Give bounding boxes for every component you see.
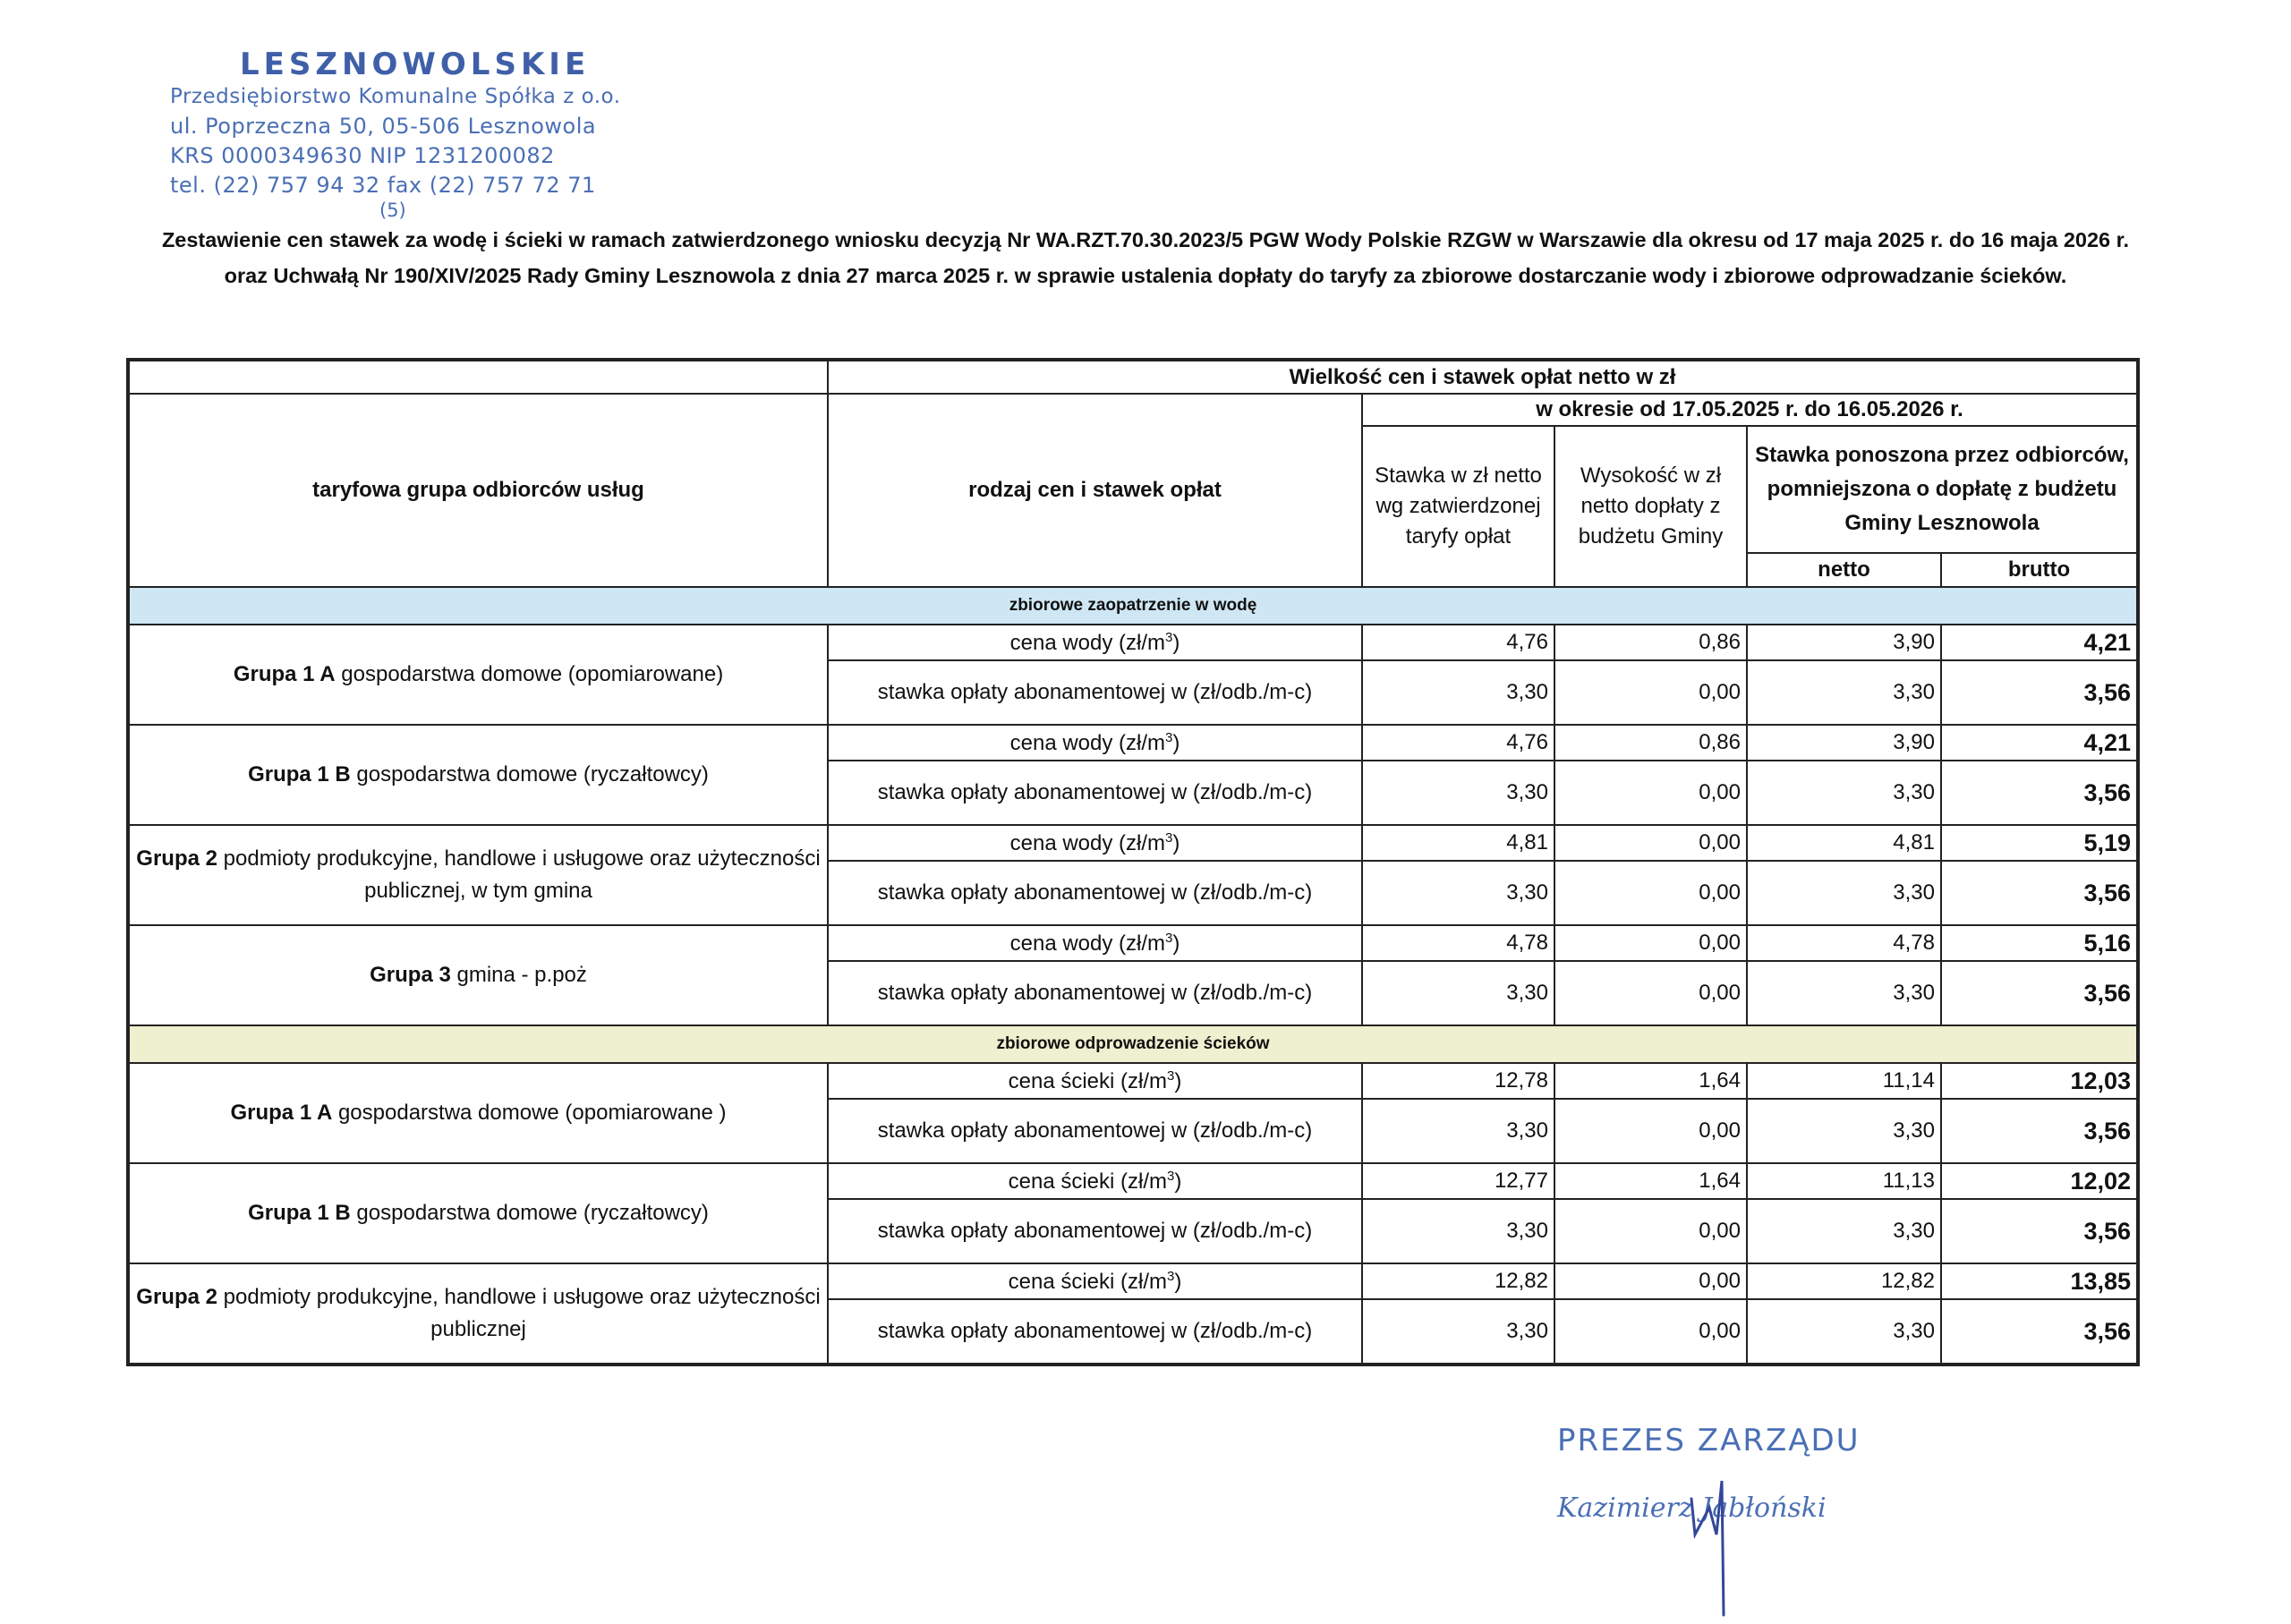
netto-cell: 3,30 [1747, 1099, 1941, 1163]
fee-kind-label: stawka opłaty abonamentowej w (zł/odb./m-c) [877, 1219, 1313, 1243]
company-address: ul. Poprzeczna 50, 05-506 Lesznowola [170, 114, 597, 139]
rate-cell: 3,30 [1362, 761, 1554, 825]
table-row [128, 825, 2138, 861]
heading-line-1: Zestawienie cen stawek za wodę i ścieki w ramach zatwierdzonego wniosku decyzją Nr WA.RZT.70.30.2023/5 PGW Wody Polskie RZGW w Warszawie dla okresu od 17 maja 2025 r. do 16 maja 2026 r. [161, 228, 2130, 251]
fee-kind-label: stawka opłaty abonamentowej w (zł/odb./m-c) [877, 780, 1313, 804]
table-row [128, 1263, 2138, 1299]
fee-kind-label: cena ścieki (zł/m [1008, 1169, 1168, 1194]
heading-line-2: oraz Uchwałą Nr 190/XIV/2025 Rady Gminy Lesznowola z dnia 27 marca 2025 r. w sprawie ustalenia dopłaty do taryfy za zbiorowe dostarczanie wody i zbiorowe odprowadzanie ścieków. [224, 264, 2067, 287]
netto-cell: 11,13 [1747, 1163, 1941, 1199]
company-letterhead [170, 47, 621, 220]
fee-kind-label: stawka opłaty abonamentowej w (zł/odb./m-c) [877, 880, 1313, 905]
rate-cell: 3,30 [1362, 1299, 1554, 1365]
fee-kind-cell [828, 1263, 1362, 1299]
rate-cell: 3,30 [1362, 1199, 1554, 1263]
brutto-cell: 12,02 [1941, 1163, 2138, 1199]
stamp-mark: (5) [379, 200, 406, 221]
header-rate: Stawka w zł netto wg zatwierdzonej taryfy opłat [1362, 426, 1554, 587]
handwritten-signature-mark [1682, 1445, 1745, 1624]
netto-cell: 3,30 [1747, 861, 1941, 925]
unit-exponent: 3 [1165, 629, 1173, 645]
fee-kind-label: cena wody (zł/m [1009, 931, 1166, 956]
netto-cell: 4,81 [1747, 825, 1941, 861]
signature-role: PREZES ZARZĄDU [1557, 1423, 1861, 1458]
fee-kind-end: ) [1172, 830, 1180, 855]
fee-kind-label: stawka opłaty abonamentowej w (zł/odb./m-c) [877, 981, 1313, 1005]
brutto-cell: 3,56 [1941, 961, 2138, 1025]
brutto-cell: 3,56 [1941, 660, 2138, 725]
group-name: Grupa 3 [370, 963, 451, 987]
brutto-cell: 3,56 [1941, 1199, 2138, 1263]
brutto-cell: 3,56 [1941, 861, 2138, 925]
subsidy-cell: 0,00 [1554, 1263, 1747, 1299]
fee-kind-cell [828, 961, 1362, 1025]
subsidy-cell: 0,86 [1554, 725, 1747, 761]
brutto-cell: 3,56 [1941, 1099, 2138, 1163]
company-subtitle: Przedsiębiorstwo Komunalne Spółka z o.o. [170, 85, 621, 108]
netto-cell: 11,14 [1747, 1063, 1941, 1099]
netto-cell: 3,30 [1747, 660, 1941, 725]
rate-cell: 12,82 [1362, 1263, 1554, 1299]
netto-cell: 3,30 [1747, 1299, 1941, 1365]
section-title: zbiorowe zaopatrzenie w wodę [128, 587, 2138, 625]
fee-kind-end: ) [1172, 630, 1180, 655]
header-group: taryfowa grupa odbiorców usług [128, 394, 828, 587]
fee-kind-cell [828, 1099, 1362, 1163]
table-row [128, 725, 2138, 761]
subsidy-cell: 1,64 [1554, 1063, 1747, 1099]
rate-cell: 12,77 [1362, 1163, 1554, 1199]
rate-cell: 4,81 [1362, 825, 1554, 861]
brutto-cell: 13,85 [1941, 1263, 2138, 1299]
group-description: gospodarstwa domowe (ryczałtowcy) [350, 762, 709, 786]
group-description: gospodarstwa domowe (opomiarowane ) [332, 1101, 727, 1125]
netto-cell: 3,90 [1747, 725, 1941, 761]
group-description: podmioty produkcyjne, handlowe i usługowe oraz użyteczności publicznej [217, 1285, 821, 1341]
fee-kind-end: ) [1174, 1068, 1182, 1093]
unit-exponent: 3 [1167, 1067, 1175, 1084]
netto-cell: 3,90 [1747, 625, 1941, 660]
header-customer-rate: Stawka ponoszona przez odbiorców, pomniejszona o dopłatę z budżetu Gminy Lesznowola [1747, 426, 2138, 553]
brutto-cell: 12,03 [1941, 1063, 2138, 1099]
company-registry: KRS 0000349630 NIP 1231200082 [170, 143, 555, 168]
brutto-cell: 5,19 [1941, 825, 2138, 861]
company-phone: tel. (22) 757 94 32 fax (22) 757 72 71 [170, 173, 596, 198]
signature-name: Kazimierz Jabłoński [1557, 1492, 1827, 1524]
subsidy-cell: 0,00 [1554, 660, 1747, 725]
group-description: gospodarstwa domowe (opomiarowane) [335, 662, 724, 686]
unit-exponent: 3 [1165, 829, 1173, 846]
fee-kind-cell [828, 925, 1362, 961]
customer-group-cell [128, 925, 828, 1025]
brutto-cell: 4,21 [1941, 725, 2138, 761]
tariff-table [126, 358, 2140, 1366]
group-description: gmina - p.poż [450, 963, 587, 987]
group-name: Grupa 1 B [248, 762, 351, 786]
brutto-cell: 3,56 [1941, 1299, 2138, 1365]
group-description: gospodarstwa domowe (ryczałtowcy) [350, 1201, 709, 1225]
netto-cell: 3,30 [1747, 1199, 1941, 1263]
rate-cell: 4,76 [1362, 625, 1554, 660]
header-netto: netto [1747, 553, 1941, 587]
group-name: Grupa 1 B [248, 1201, 351, 1225]
subsidy-cell: 0,00 [1554, 1299, 1747, 1365]
netto-cell: 3,30 [1747, 761, 1941, 825]
rate-cell: 3,30 [1362, 961, 1554, 1025]
rate-cell: 3,30 [1362, 660, 1554, 725]
header-subsidy: Wysokość w zł netto dopłaty z budżetu Gminy [1554, 426, 1747, 587]
unit-exponent: 3 [1165, 930, 1173, 946]
table-row [128, 925, 2138, 961]
rate-cell: 4,76 [1362, 725, 1554, 761]
fee-kind-cell [828, 825, 1362, 861]
header-period: w okresie od 17.05.2025 r. do 16.05.2026 r. [1362, 394, 2138, 426]
fee-kind-end: ) [1172, 730, 1180, 755]
header-kind: rodzaj cen i stawek opłat [828, 394, 1362, 587]
fee-kind-cell [828, 761, 1362, 825]
rate-cell: 3,30 [1362, 1099, 1554, 1163]
fee-kind-cell [828, 1199, 1362, 1263]
subsidy-cell: 0,00 [1554, 861, 1747, 925]
section-row [128, 587, 2138, 625]
unit-exponent: 3 [1167, 1168, 1175, 1184]
rate-cell: 4,78 [1362, 925, 1554, 961]
tariff-body [128, 587, 2138, 1365]
section-title: zbiorowe odprowadzenie ścieków [128, 1025, 2138, 1063]
rate-cell: 12,78 [1362, 1063, 1554, 1099]
subsidy-cell: 0,00 [1554, 761, 1747, 825]
unit-exponent: 3 [1165, 729, 1173, 745]
fee-kind-label: cena ścieki (zł/m [1008, 1068, 1168, 1093]
customer-group-cell [128, 725, 828, 825]
group-name: Grupa 1 A [233, 662, 336, 686]
fee-kind-end: ) [1174, 1169, 1182, 1194]
group-name: Grupa 2 [136, 846, 217, 871]
fee-kind-end: ) [1172, 931, 1180, 956]
company-name: LESZNOWOLSKIE [240, 47, 591, 82]
subsidy-cell: 1,64 [1554, 1163, 1747, 1199]
subsidy-cell: 0,86 [1554, 625, 1747, 660]
table-row [128, 1163, 2138, 1199]
table-row [128, 625, 2138, 660]
fee-kind-cell [828, 625, 1362, 660]
fee-kind-cell [828, 861, 1362, 925]
fee-kind-cell [828, 725, 1362, 761]
table-title: Wielkość cen i stawek opłat netto w zł [828, 360, 2138, 394]
customer-group-cell [128, 825, 828, 925]
brutto-cell: 4,21 [1941, 625, 2138, 660]
subsidy-cell: 0,00 [1554, 925, 1747, 961]
fee-kind-label: cena wody (zł/m [1009, 730, 1166, 755]
group-name: Grupa 2 [136, 1285, 217, 1309]
fee-kind-label: cena ścieki (zł/m [1008, 1269, 1168, 1294]
group-description: podmioty produkcyjne, handlowe i usługowe oraz użyteczności publicznej, w tym gmina [217, 846, 821, 903]
netto-cell: 3,30 [1747, 961, 1941, 1025]
fee-kind-cell [828, 1063, 1362, 1099]
fee-kind-end: ) [1174, 1269, 1182, 1294]
fee-kind-cell [828, 1163, 1362, 1199]
document-heading [134, 222, 2157, 293]
fee-kind-label: stawka opłaty abonamentowej w (zł/odb./m-c) [877, 1319, 1313, 1343]
group-name: Grupa 1 A [230, 1101, 333, 1125]
unit-exponent: 3 [1167, 1268, 1175, 1284]
customer-group-cell [128, 1063, 828, 1163]
rate-cell: 3,30 [1362, 861, 1554, 925]
brutto-cell: 3,56 [1941, 761, 2138, 825]
customer-group-cell [128, 1263, 828, 1365]
header-brutto: brutto [1941, 553, 2138, 587]
fee-kind-cell [828, 660, 1362, 725]
brutto-cell: 5,16 [1941, 925, 2138, 961]
subsidy-cell: 0,00 [1554, 825, 1747, 861]
subsidy-cell: 0,00 [1554, 1099, 1747, 1163]
fee-kind-label: stawka opłaty abonamentowej w (zł/odb./m-c) [877, 680, 1313, 704]
netto-cell: 4,78 [1747, 925, 1941, 961]
fee-kind-label: stawka opłaty abonamentowej w (zł/odb./m-c) [877, 1118, 1313, 1143]
section-row [128, 1025, 2138, 1063]
table-row [128, 1063, 2138, 1099]
fee-kind-label: cena wody (zł/m [1009, 830, 1166, 855]
subsidy-cell: 0,00 [1554, 961, 1747, 1025]
fee-kind-label: cena wody (zł/m [1009, 630, 1166, 655]
customer-group-cell [128, 1163, 828, 1263]
customer-group-cell [128, 625, 828, 725]
subsidy-cell: 0,00 [1554, 1199, 1747, 1263]
fee-kind-cell [828, 1299, 1362, 1365]
netto-cell: 12,82 [1747, 1263, 1941, 1299]
